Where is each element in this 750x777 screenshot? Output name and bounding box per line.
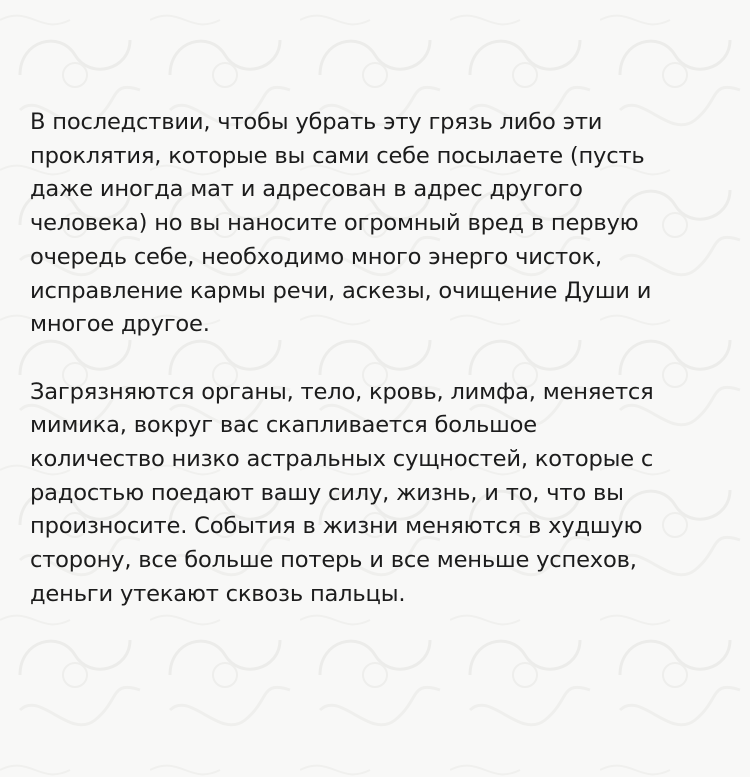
paragraph <box>30 106 710 342</box>
text-line: человека) но вы наносите огромный вред в первую <box>30 210 639 237</box>
text-line: радостью поедают вашу силу, жизнь, и то, что вы <box>30 479 624 506</box>
text-line: произносите. События в жизни меняются в худшую <box>30 513 643 540</box>
text-line: сторону, все больше потерь и все меньше успехов, <box>30 547 637 574</box>
text-line: деньги утекают сквозь пальцы. <box>30 580 406 607</box>
text-line: исправление кармы речи, аскезы, очищение Души и <box>30 277 652 304</box>
paragraph-gap <box>30 342 710 376</box>
article-text <box>30 106 710 612</box>
text-line: Загрязняются органы, тело, кровь, лимфа, меняется <box>30 378 654 405</box>
text-line: проклятия, которые вы сами себе посылаете (пусть <box>30 142 645 169</box>
text-line: количество низко астральных сущностей, которые с <box>30 446 654 473</box>
paragraph <box>30 376 710 612</box>
text-line: очередь себе, необходимо много энерго чисток, <box>30 243 603 270</box>
text-line: многое другое. <box>30 311 210 338</box>
text-line: мимика, вокруг вас скапливается большое <box>30 412 537 439</box>
text-line: даже иногда мат и адресован в адрес другого <box>30 176 583 203</box>
text-line: В последствии, чтобы убрать эту грязь либо эти <box>30 109 603 135</box>
